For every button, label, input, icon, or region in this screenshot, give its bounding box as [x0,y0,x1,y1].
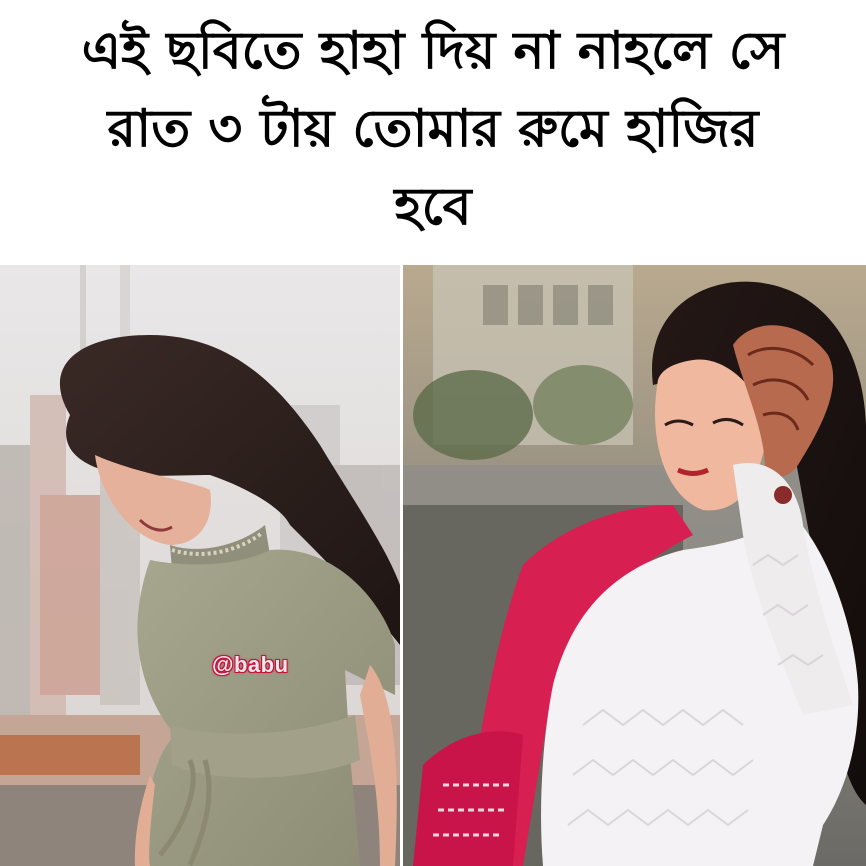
caption-line-1: এই ছবিতে হাহা দিয় না নাহলে সে [81,21,785,81]
caption-line-2: রাত ৩ টায় তোমার রুমে হাজির [107,99,759,159]
meme-caption [0,12,866,262]
caption-line-3: হবে [394,177,472,237]
right-photo-illustration [403,265,866,866]
left-photo-illustration [0,265,400,866]
right-photo [403,265,866,866]
left-photo [0,265,400,866]
watermark-text: @babu [212,652,289,677]
